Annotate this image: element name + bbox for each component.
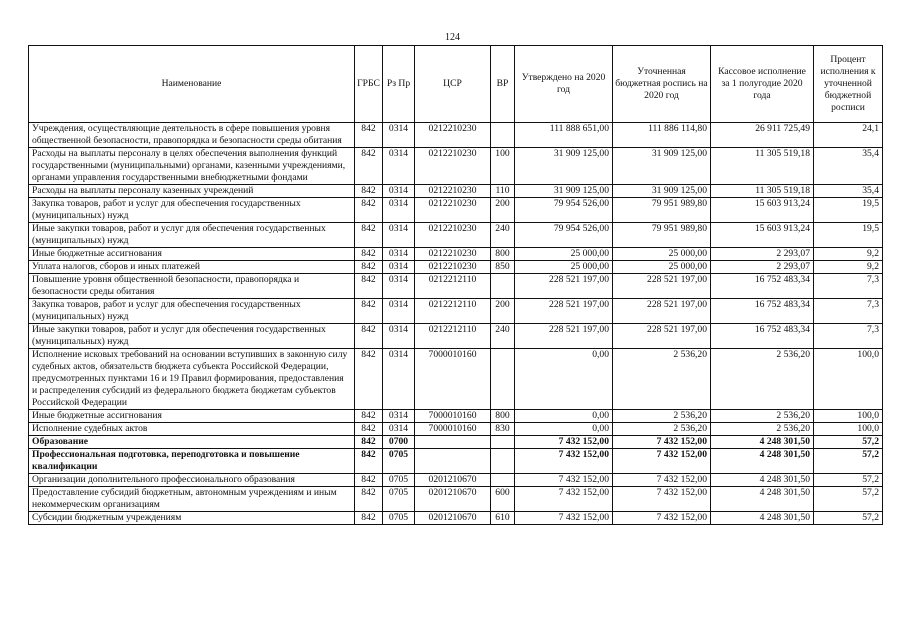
cell-approved: 7 432 152,00 — [515, 436, 613, 449]
cell-cash: 16 752 483,34 — [711, 324, 814, 349]
cell-name: Расходы на выплаты персоналу в целях обеспечения выполнения функций государственными (муниципальными) органами, казенными учреждениями, органами управления государственными внебюджетными фондами — [29, 148, 355, 185]
cell-approved: 228 521 197,00 — [515, 274, 613, 299]
cell-cash: 4 248 301,50 — [711, 512, 814, 525]
cell-vr: 800 — [491, 410, 515, 423]
cell-cash: 2 536,20 — [711, 410, 814, 423]
cell-csr: 0212210230 — [415, 148, 491, 185]
cell-grbs: 842 — [355, 324, 383, 349]
cell-refined: 25 000,00 — [613, 248, 711, 261]
table-row — [29, 123, 883, 148]
table-row — [29, 512, 883, 525]
cell-cash: 11 305 519,18 — [711, 185, 814, 198]
cell-csr — [415, 449, 491, 474]
table-row — [29, 274, 883, 299]
cell-rzpr: 0314 — [383, 423, 415, 436]
cell-name: Иные бюджетные ассигнования — [29, 248, 355, 261]
cell-approved: 7 432 152,00 — [515, 449, 613, 474]
cell-grbs: 842 — [355, 449, 383, 474]
cell-csr: 0212212110 — [415, 324, 491, 349]
header-rzpr: Рз Пр — [383, 46, 415, 123]
cell-grbs: 842 — [355, 487, 383, 512]
cell-refined: 31 909 125,00 — [613, 185, 711, 198]
cell-csr: 0212212110 — [415, 299, 491, 324]
cell-rzpr: 0314 — [383, 248, 415, 261]
cell-name: Уплата налогов, сборов и иных платежей — [29, 261, 355, 274]
cell-approved: 0,00 — [515, 349, 613, 410]
cell-cash: 4 248 301,50 — [711, 436, 814, 449]
cell-rzpr: 0314 — [383, 185, 415, 198]
cell-grbs: 842 — [355, 274, 383, 299]
cell-grbs: 842 — [355, 474, 383, 487]
cell-refined: 31 909 125,00 — [613, 148, 711, 185]
cell-csr: 0212210230 — [415, 123, 491, 148]
cell-vr: 800 — [491, 248, 515, 261]
header-cash: Кассовое исполнение за 1 полугодие 2020 года — [711, 46, 814, 123]
cell-grbs: 842 — [355, 223, 383, 248]
table-row — [29, 248, 883, 261]
cell-vr: 600 — [491, 487, 515, 512]
cell-vr — [491, 436, 515, 449]
header-percent: Процент исполнения к уточненной бюджетной росписи — [814, 46, 883, 123]
cell-cash: 26 911 725,49 — [711, 123, 814, 148]
cell-rzpr: 0705 — [383, 487, 415, 512]
cell-approved: 7 432 152,00 — [515, 487, 613, 512]
cell-percent: 57,2 — [814, 487, 883, 512]
cell-approved: 79 954 526,00 — [515, 198, 613, 223]
cell-refined: 7 432 152,00 — [613, 487, 711, 512]
table-row — [29, 148, 883, 185]
cell-percent: 100,0 — [814, 410, 883, 423]
cell-rzpr: 0314 — [383, 274, 415, 299]
cell-refined: 7 432 152,00 — [613, 449, 711, 474]
cell-grbs: 842 — [355, 123, 383, 148]
cell-csr: 0212210230 — [415, 248, 491, 261]
cell-approved: 228 521 197,00 — [515, 299, 613, 324]
cell-refined: 7 432 152,00 — [613, 436, 711, 449]
cell-vr: 100 — [491, 148, 515, 185]
budget-table — [28, 45, 883, 525]
cell-cash: 15 603 913,24 — [711, 198, 814, 223]
cell-percent: 57,2 — [814, 512, 883, 525]
cell-rzpr: 0314 — [383, 223, 415, 248]
cell-rzpr: 0314 — [383, 198, 415, 223]
cell-percent: 9,2 — [814, 248, 883, 261]
cell-cash: 11 305 519,18 — [711, 148, 814, 185]
cell-refined: 228 521 197,00 — [613, 274, 711, 299]
table-row — [29, 487, 883, 512]
cell-name: Иные закупки товаров, работ и услуг для обеспечения государственных (муниципальных) нужд — [29, 223, 355, 248]
cell-rzpr: 0314 — [383, 123, 415, 148]
cell-csr: 0212210230 — [415, 198, 491, 223]
cell-csr: 0212212110 — [415, 274, 491, 299]
cell-csr: 0212210230 — [415, 185, 491, 198]
cell-approved: 228 521 197,00 — [515, 324, 613, 349]
cell-refined: 79 951 989,80 — [613, 223, 711, 248]
cell-name: Предоставление субсидий бюджетным, автономным учреждениям и иным некоммерческим организациям — [29, 487, 355, 512]
cell-cash: 4 248 301,50 — [711, 449, 814, 474]
cell-cash: 2 293,07 — [711, 261, 814, 274]
cell-grbs: 842 — [355, 148, 383, 185]
cell-grbs: 842 — [355, 512, 383, 525]
cell-grbs: 842 — [355, 198, 383, 223]
cell-grbs: 842 — [355, 410, 383, 423]
cell-name: Образование — [29, 436, 355, 449]
cell-percent: 57,2 — [814, 474, 883, 487]
cell-name: Исполнение исковых требований на основании вступивших в законную силу судебных актов, обязательств бюджета субъекта Российской Федерации, предусмотренных пунктами 16 и 19 Правил формирования, предоставления и распределения субсидий из федерального бюджета бюджетам субъектов Российской Федерации — [29, 349, 355, 410]
cell-refined: 7 432 152,00 — [613, 512, 711, 525]
cell-csr: 0212210230 — [415, 223, 491, 248]
cell-name: Исполнение судебных актов — [29, 423, 355, 436]
table-row — [29, 349, 883, 410]
cell-percent: 9,2 — [814, 261, 883, 274]
cell-vr: 830 — [491, 423, 515, 436]
cell-rzpr: 0314 — [383, 299, 415, 324]
table-row — [29, 223, 883, 248]
cell-approved: 31 909 125,00 — [515, 185, 613, 198]
cell-refined: 7 432 152,00 — [613, 474, 711, 487]
header-grbs: ГРБС — [355, 46, 383, 123]
cell-percent: 57,2 — [814, 436, 883, 449]
cell-approved: 31 909 125,00 — [515, 148, 613, 185]
cell-approved: 111 888 651,00 — [515, 123, 613, 148]
table-body — [29, 123, 883, 525]
cell-rzpr: 0314 — [383, 349, 415, 410]
cell-cash: 2 536,20 — [711, 349, 814, 410]
table-row — [29, 410, 883, 423]
cell-name: Организации дополнительного профессионального образования — [29, 474, 355, 487]
cell-vr — [491, 449, 515, 474]
cell-vr: 610 — [491, 512, 515, 525]
cell-csr: 0212210230 — [415, 261, 491, 274]
cell-rzpr: 0314 — [383, 148, 415, 185]
cell-vr — [491, 123, 515, 148]
header-csr: ЦСР — [415, 46, 491, 123]
cell-refined: 228 521 197,00 — [613, 324, 711, 349]
cell-cash: 16 752 483,34 — [711, 299, 814, 324]
cell-vr: 850 — [491, 261, 515, 274]
cell-percent: 35,4 — [814, 148, 883, 185]
header-refined: Уточненная бюджетная роспись на 2020 год — [613, 46, 711, 123]
cell-rzpr: 0705 — [383, 512, 415, 525]
cell-cash: 2 536,20 — [711, 423, 814, 436]
cell-percent: 7,3 — [814, 324, 883, 349]
cell-grbs: 842 — [355, 248, 383, 261]
cell-refined: 111 886 114,80 — [613, 123, 711, 148]
cell-vr — [491, 474, 515, 487]
table-row — [29, 449, 883, 474]
cell-name: Субсидии бюджетным учреждениям — [29, 512, 355, 525]
cell-name: Закупка товаров, работ и услуг для обеспечения государственных (муниципальных) нужд — [29, 198, 355, 223]
cell-refined: 2 536,20 — [613, 349, 711, 410]
cell-name: Расходы на выплаты персоналу казенных учреждений — [29, 185, 355, 198]
cell-csr: 7000010160 — [415, 410, 491, 423]
cell-csr: 0201210670 — [415, 474, 491, 487]
cell-cash: 15 603 913,24 — [711, 223, 814, 248]
header-name: Наименование — [29, 46, 355, 123]
table-row — [29, 474, 883, 487]
cell-csr: 0201210670 — [415, 487, 491, 512]
cell-csr — [415, 436, 491, 449]
table-row — [29, 261, 883, 274]
header-approved: Утверждено на 2020 год — [515, 46, 613, 123]
cell-refined: 79 951 989,80 — [613, 198, 711, 223]
cell-cash: 16 752 483,34 — [711, 274, 814, 299]
cell-grbs: 842 — [355, 423, 383, 436]
cell-csr: 7000010160 — [415, 349, 491, 410]
cell-csr: 0201210670 — [415, 512, 491, 525]
table-row — [29, 198, 883, 223]
cell-cash: 4 248 301,50 — [711, 474, 814, 487]
cell-approved: 25 000,00 — [515, 248, 613, 261]
cell-cash: 4 248 301,50 — [711, 487, 814, 512]
cell-approved: 0,00 — [515, 410, 613, 423]
cell-rzpr: 0314 — [383, 324, 415, 349]
cell-name: Профессиональная подготовка, переподготовка и повышение квалификации — [29, 449, 355, 474]
cell-percent: 7,3 — [814, 274, 883, 299]
cell-rzpr: 0700 — [383, 436, 415, 449]
table-row — [29, 436, 883, 449]
header-row — [29, 46, 883, 123]
cell-percent: 7,3 — [814, 299, 883, 324]
cell-rzpr: 0314 — [383, 261, 415, 274]
cell-vr — [491, 349, 515, 410]
cell-percent: 100,0 — [814, 423, 883, 436]
cell-rzpr: 0705 — [383, 449, 415, 474]
cell-name: Учреждения, осуществляющие деятельность в сфере повышения уровня общественной безопасности, правопорядка и безопасности среды обитания — [29, 123, 355, 148]
cell-name: Повышение уровня общественной безопасности, правопорядка и безопасности среды обитания — [29, 274, 355, 299]
cell-refined: 228 521 197,00 — [613, 299, 711, 324]
cell-csr: 7000010160 — [415, 423, 491, 436]
cell-rzpr: 0705 — [383, 474, 415, 487]
cell-grbs: 842 — [355, 185, 383, 198]
cell-grbs: 842 — [355, 261, 383, 274]
cell-vr: 200 — [491, 299, 515, 324]
cell-refined: 25 000,00 — [613, 261, 711, 274]
cell-approved: 25 000,00 — [515, 261, 613, 274]
table-row — [29, 185, 883, 198]
cell-name: Закупка товаров, работ и услуг для обеспечения государственных (муниципальных) нужд — [29, 299, 355, 324]
cell-approved: 0,00 — [515, 423, 613, 436]
cell-percent: 35,4 — [814, 185, 883, 198]
cell-grbs: 842 — [355, 299, 383, 324]
cell-percent: 19,5 — [814, 223, 883, 248]
cell-approved: 7 432 152,00 — [515, 474, 613, 487]
cell-name: Иные бюджетные ассигнования — [29, 410, 355, 423]
cell-cash: 2 293,07 — [711, 248, 814, 261]
cell-refined: 2 536,20 — [613, 410, 711, 423]
cell-approved: 79 954 526,00 — [515, 223, 613, 248]
cell-percent: 19,5 — [814, 198, 883, 223]
table-row — [29, 299, 883, 324]
cell-vr: 110 — [491, 185, 515, 198]
cell-percent: 24,1 — [814, 123, 883, 148]
table-row — [29, 324, 883, 349]
cell-vr: 200 — [491, 198, 515, 223]
cell-grbs: 842 — [355, 436, 383, 449]
cell-percent: 57,2 — [814, 449, 883, 474]
header-vr: ВР — [491, 46, 515, 123]
cell-vr: 240 — [491, 223, 515, 248]
cell-percent: 100,0 — [814, 349, 883, 410]
cell-vr: 240 — [491, 324, 515, 349]
cell-approved: 7 432 152,00 — [515, 512, 613, 525]
table-row — [29, 423, 883, 436]
cell-grbs: 842 — [355, 349, 383, 410]
cell-rzpr: 0314 — [383, 410, 415, 423]
cell-name: Иные закупки товаров, работ и услуг для обеспечения государственных (муниципальных) нужд — [29, 324, 355, 349]
page-number: 124 — [445, 32, 460, 43]
cell-refined: 2 536,20 — [613, 423, 711, 436]
cell-vr — [491, 274, 515, 299]
